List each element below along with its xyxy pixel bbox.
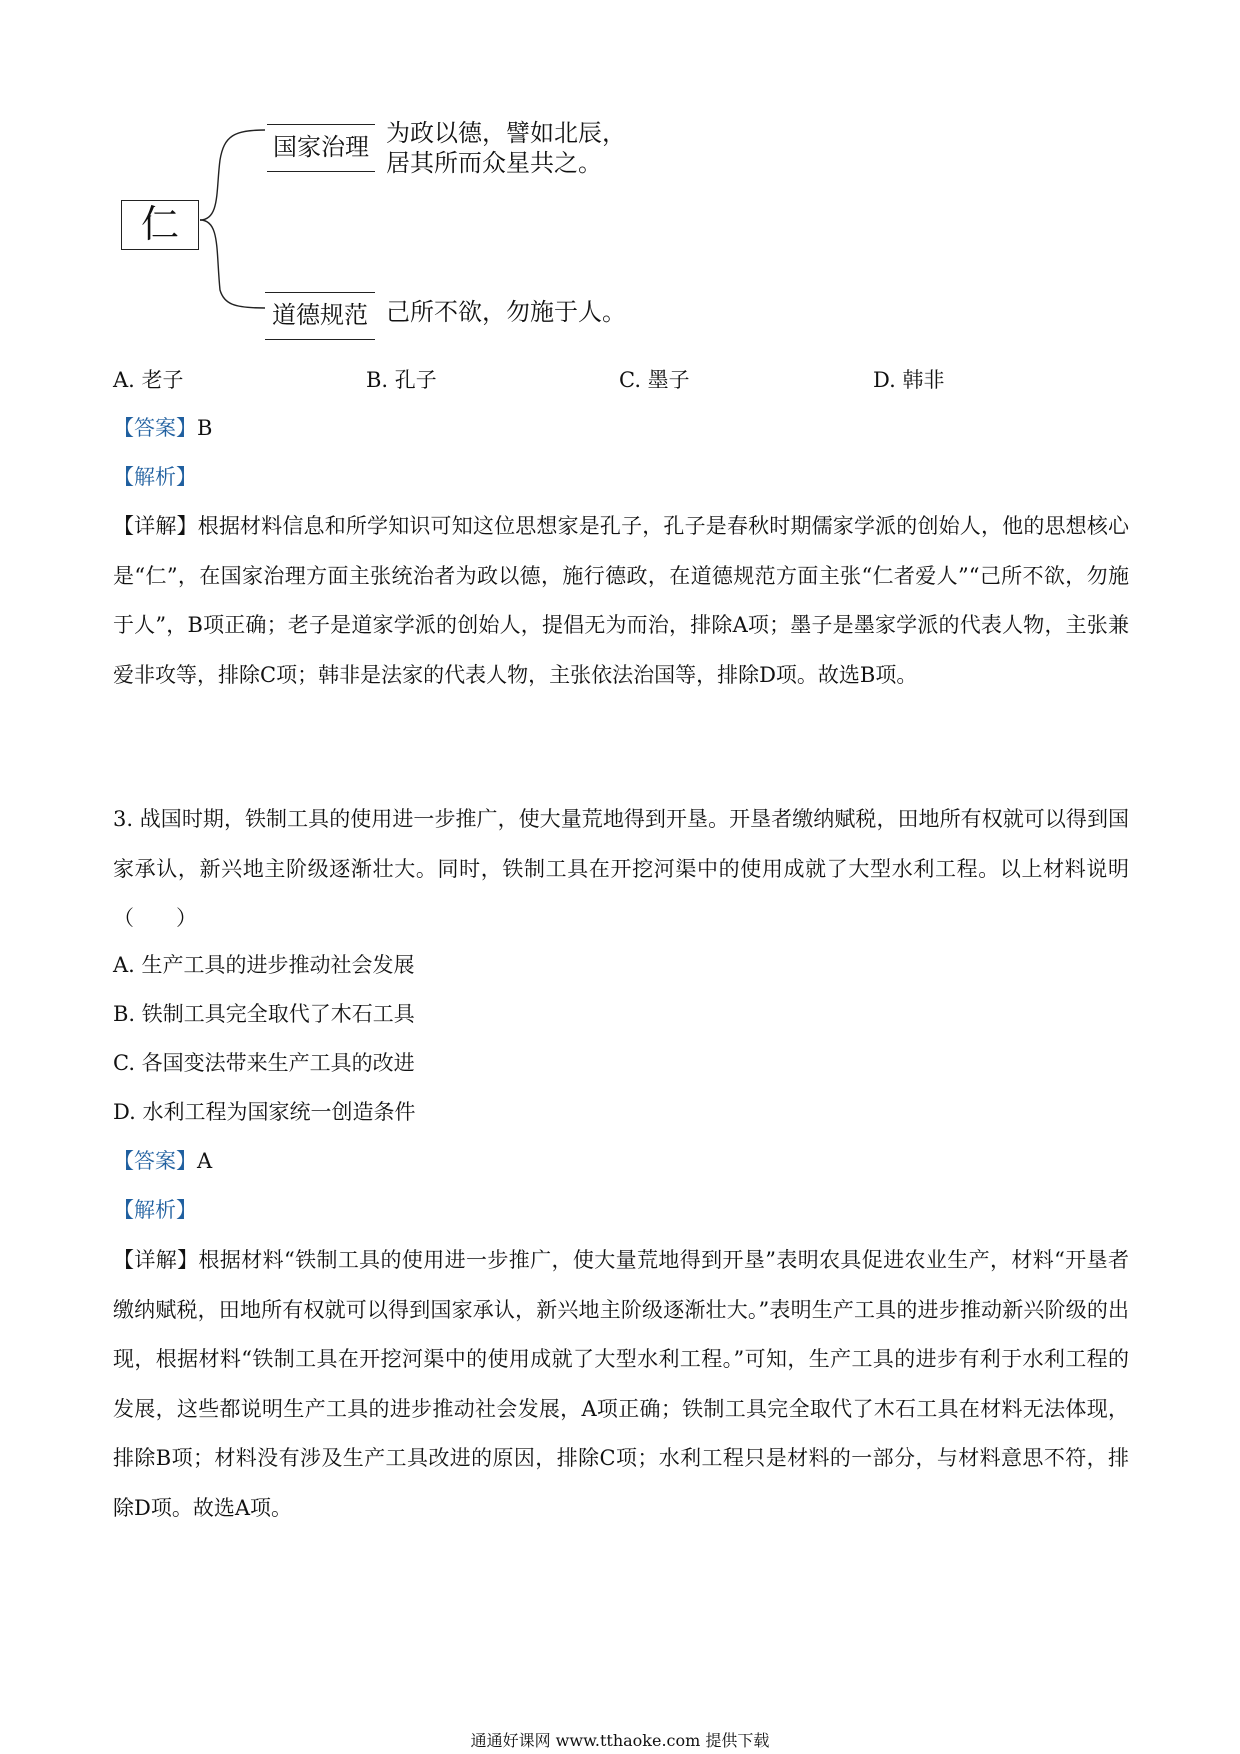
q3-option-c: C. 各国变法带来生产工具的改进 (113, 1051, 415, 1075)
q2-option-a: A. 老子 (113, 368, 184, 392)
q3-option-d: D. 水利工程为国家统一创造条件 (113, 1100, 416, 1124)
q3-answer (113, 1147, 212, 1175)
bottom-label: 道德规范 (272, 301, 368, 329)
branch-connector (198, 120, 268, 320)
top-label: 国家治理 (273, 133, 369, 161)
q2-answer (113, 414, 212, 442)
center-box (121, 200, 199, 250)
answer-tag: 【答案】 (113, 416, 197, 440)
bottom-label-box (265, 292, 375, 340)
top-quote-line1: 为政以德，譬如北辰， (386, 119, 626, 147)
q3-option-b: B. 铁制工具完全取代了木石工具 (113, 1002, 415, 1026)
bottom-quote: 己所不欲，勿施于人。 (386, 298, 626, 326)
q2-option-b: B. 孔子 (366, 368, 437, 392)
page-footer: 通通好课网 www.tthaoke.com 提供下载 (470, 1731, 770, 1750)
q3-detail (113, 1236, 1129, 1533)
q2-option-d: D. 韩非 (873, 368, 945, 392)
q2-option-c: C. 墨子 (619, 368, 690, 392)
detail-text: 根据材料“铁制工具的使用进一步推广，使大量荒地得到开垦”表明农具促进农业生产，材料“开垦者缴纳赋税，田地所有权就可以得到国家承认，新兴地主阶级逐渐壮大。”表明生产工具的进步推动新兴阶级的出现，根据材料“铁制工具在开挖河渠中的使用成就了大型水利工程。”可知，生产工具的进步有利于水利工程的发展，这些都说明生产工具的进步推动社会发展，A项正确；铁制工具完全取代了木石工具在材料无法体现，排除B项；材料没有涉及生产工具改进的原因，排除C项；水利工程只是材料的一部分，与材料意思不符，排除D项。故选A项。 (113, 1248, 1129, 1520)
center-label: 仁 (140, 202, 179, 246)
answer-tag: 【答案】 (113, 1149, 197, 1173)
detail-tag: 【详解】 (113, 514, 198, 538)
top-quote-line2: 居其所而众星共之。 (386, 149, 602, 177)
q2-analysis-tag: 【解析】 (113, 465, 197, 489)
detail-tag: 【详解】 (113, 1248, 199, 1272)
answer-value: A (197, 1149, 213, 1173)
q3-stem: 3. 战国时期，铁制工具的使用进一步推广，使大量荒地得到开垦。开垦者缴纳赋税，田地所有权就可以得到国家承认，新兴地主阶级逐渐壮大。同时，铁制工具在开挖河渠中的使用成就了大型水利工程。以上材料说明（ ） (113, 807, 1129, 930)
top-label-box (267, 124, 375, 172)
q2-detail (113, 502, 1129, 700)
answer-value: B (197, 416, 213, 440)
q3-option-a: A. 生产工具的进步推动社会发展 (113, 953, 415, 977)
q3-analysis-tag: 【解析】 (113, 1198, 197, 1222)
detail-text: 根据材料信息和所学知识可知这位思想家是孔子，孔子是春秋时期儒家学派的创始人，他的思想核心是“仁”，在国家治理方面主张统治者为政以德，施行德政，在道德规范方面主张“仁者爱人”“己所不欲，勿施于人”，B项正确；老子是道家学派的创始人，提倡无为而治，排除A项；墨子是墨家学派的代表人物，主张兼爱非攻等，排除C项；韩非是法家的代表人物，主张依法治国等，排除D项。故选B项。 (113, 514, 1130, 687)
